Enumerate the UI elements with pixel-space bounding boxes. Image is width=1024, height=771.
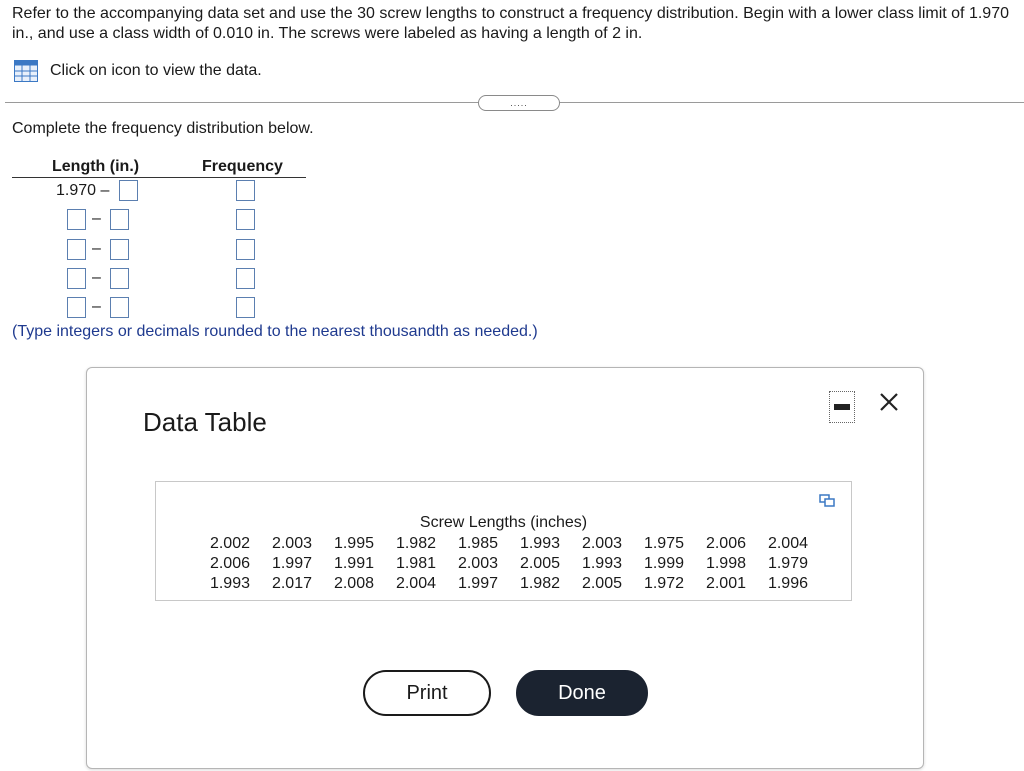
expand-toggle-button[interactable] [478,95,560,111]
rounding-note: (Type integers or decimals rounded to the nearest thousandth as needed.) [12,323,538,340]
data-cell: 1.997 [457,575,498,592]
lower-limit-input-5[interactable] [67,297,86,318]
data-cell: 2.005 [519,555,560,572]
range-dash: – [92,269,101,286]
data-cell: 1.975 [643,535,684,552]
data-cell: 2.001 [705,575,746,592]
data-cell: 2.004 [395,575,436,592]
data-cell: 1.997 [271,555,312,572]
range-dash: – [92,240,101,257]
data-cell: 2.017 [271,575,312,592]
upper-limit-input-5[interactable] [110,297,129,318]
data-cell: 2.005 [581,575,622,592]
lower-limit-input-2[interactable] [67,209,86,230]
data-cell: 1.993 [209,575,250,592]
frequency-input-3[interactable] [236,239,255,260]
data-cell: 2.003 [271,535,312,552]
column-header-length: Length (in.) [52,158,140,175]
table-caption: Screw Lengths (inches) [419,514,588,531]
lower-limit-input-4[interactable] [67,268,86,289]
data-table-icon[interactable] [14,60,38,82]
upper-limit-input-3[interactable] [110,239,129,260]
frequency-input-2[interactable] [236,209,255,230]
frequency-input-4[interactable] [236,268,255,289]
expand-toggle-dots: ..... [510,97,528,108]
data-cell: 1.985 [457,535,498,552]
data-cell: 2.006 [209,555,250,572]
data-table-box [155,481,852,601]
data-cell: 1.998 [705,555,746,572]
upper-limit-input-2[interactable] [110,209,129,230]
data-cell: 2.003 [581,535,622,552]
data-cell: 2.004 [767,535,808,552]
data-cell: 2.008 [333,575,374,592]
range-dash: – [92,210,101,227]
data-cell: 1.993 [519,535,560,552]
data-cell: 2.003 [457,555,498,572]
data-cell: 1.982 [395,535,436,552]
data-cell: 1.979 [767,555,808,572]
data-cell: 1.999 [643,555,684,572]
frequency-input-5[interactable] [236,297,255,318]
lower-limit-input-3[interactable] [67,239,86,260]
data-cell: 1.996 [767,575,808,592]
data-cell: 1.993 [581,555,622,572]
header-rule [12,177,306,178]
column-header-frequency: Frequency [202,158,283,175]
done-button[interactable]: Done [516,670,648,716]
minimize-button[interactable] [829,391,855,423]
view-data-label: Click on icon to view the data. [50,62,262,79]
data-cell: 2.006 [705,535,746,552]
data-cell: 1.981 [395,555,436,572]
question-text: Refer to the accompanying data set and use the 30 screw lengths to construct a frequency distribution. Begin with a lower class limit of 1.970 in., and use a class width of 0.010 in. The screws were labeled as having a length of 2 in. [12,5,1009,42]
minimize-icon [834,404,850,410]
data-cell: 1.995 [333,535,374,552]
upper-limit-input-1[interactable] [119,180,138,201]
print-button[interactable]: Print [363,670,491,716]
close-icon[interactable] [877,390,901,414]
instructions: Complete the frequency distribution below. [12,120,314,137]
copy-icon[interactable] [819,494,835,508]
data-cell: 1.982 [519,575,560,592]
data-cell: 2.002 [209,535,250,552]
dialog-title: Data Table [143,407,267,437]
range-dash: – [92,298,101,315]
data-cell: 1.972 [643,575,684,592]
first-lower-limit: 1.970 – [56,182,110,199]
view-data-link[interactable] [14,60,262,82]
frequency-input-1[interactable] [236,180,255,201]
data-table-dialog [86,367,924,769]
upper-limit-input-4[interactable] [110,268,129,289]
data-cell: 1.991 [333,555,374,572]
